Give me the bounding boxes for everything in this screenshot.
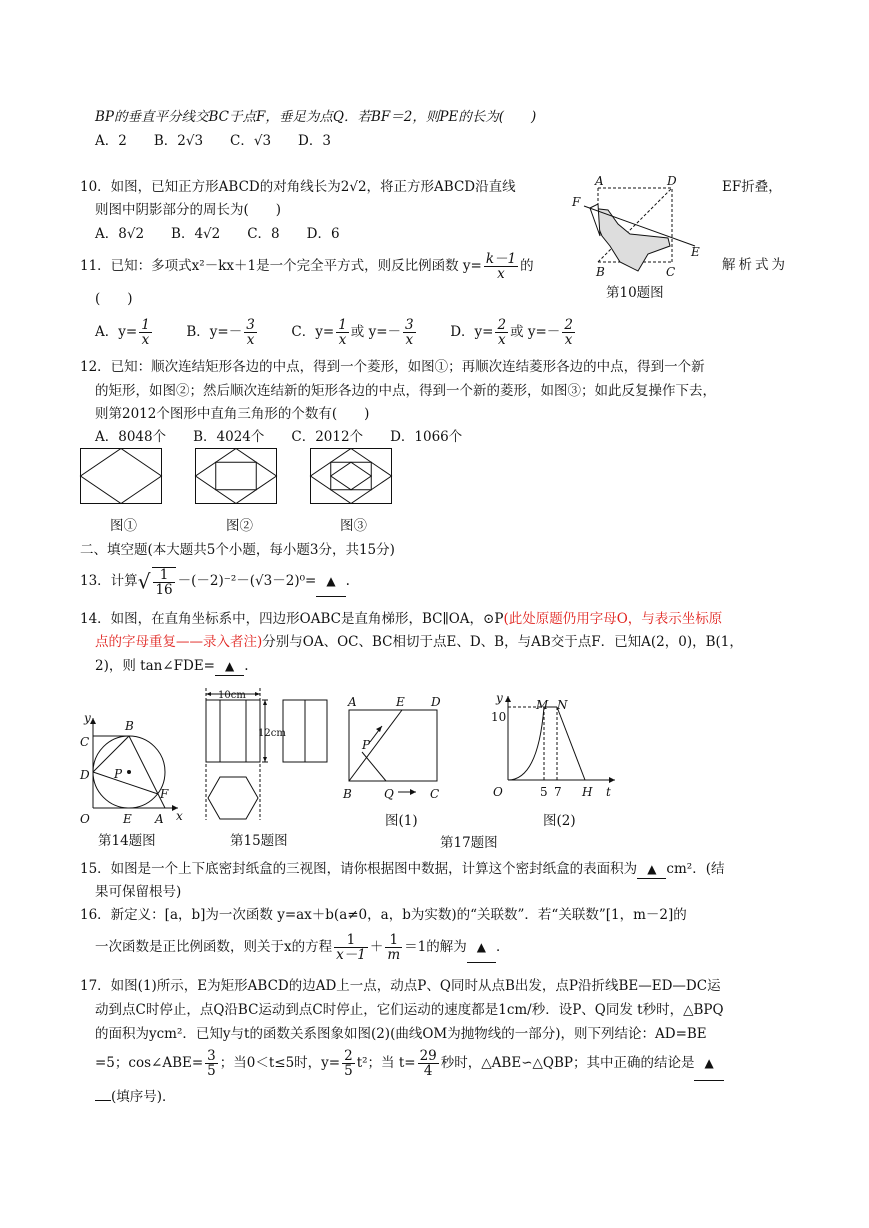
q13-rest: －(－2)⁻²－(√3－2)⁰= <box>177 573 317 589</box>
q10-line1: 10．如图，已知正方形ABCD的对角线长为2√2，将正方形ABCD沿直线 <box>80 179 516 195</box>
q17-line4 <box>95 1046 724 1081</box>
fig12-caption-3: 图③ <box>340 518 367 534</box>
q11-b-num: 3 <box>246 317 255 333</box>
fig14-label-y: y <box>84 711 91 725</box>
fig17b-label-M: M <box>536 698 549 712</box>
q15-answer-blank[interactable]: ▲ <box>637 860 666 879</box>
q14-line2 <box>95 633 743 651</box>
q11-text-end: 的 <box>520 258 534 274</box>
fig17-1-caption: 图(1) <box>385 813 418 829</box>
q11-c-den: x <box>338 332 347 348</box>
fig14-caption: 第14题图 <box>98 833 156 849</box>
fig15-caption: 第15题图 <box>230 833 288 849</box>
q12-line3: 则第2012个图形中直角三角形的个数有( ) <box>95 406 370 422</box>
fig10-caption: 第10题图 <box>606 285 664 301</box>
q11-c-or: 或 y=－ <box>350 324 402 340</box>
q11-frac-num: k－1 <box>485 251 517 267</box>
q11-d2-num: 2 <box>564 317 573 333</box>
fig12-caption-2: 图② <box>226 518 253 534</box>
q16-f1-num: 1 <box>334 933 368 948</box>
q12-options: A．8048个 B．4024个 C．2012个 D．1066个 <box>95 429 463 445</box>
fig17b-label-7: 7 <box>554 785 562 799</box>
q13-end: . <box>345 573 350 589</box>
q16-text: 一次函数是正比例函数，则关于x的方程 <box>95 939 333 955</box>
q17-text-c: t²；当 t= <box>356 1055 416 1071</box>
fig12-3 <box>310 448 392 504</box>
q15-text: 15．如图是一个上下底密封纸盒的三视图，请你根据图中数据，计算这个密封纸盒的表面积为 <box>80 861 638 877</box>
fig10-label-D: D <box>667 174 677 188</box>
fig17b-label-N: N <box>557 698 568 712</box>
fig10-label-C: C <box>666 265 676 279</box>
fig14-diagram <box>78 708 188 828</box>
fig14-label-B: B <box>125 719 134 733</box>
fig14-label-A: A <box>155 812 164 826</box>
q11-fraction <box>484 252 518 281</box>
q16-f2-num: 1 <box>385 933 402 948</box>
q14-editor-note: (此处原题仍用字母O，与表示坐标原 <box>503 611 723 627</box>
fig10-label-E: E <box>691 245 700 259</box>
q13-answer-blank[interactable]: ▲ <box>316 566 345 597</box>
fig17-2-diagram <box>490 690 620 800</box>
q14-answer-blank[interactable]: ▲ <box>215 657 244 676</box>
q11-line2: ( ) <box>95 291 133 307</box>
q11-frac-den: x <box>497 266 505 282</box>
q11-line1 <box>80 252 534 281</box>
fig14-label-F: F <box>160 787 169 801</box>
fig15-diagram <box>200 686 330 826</box>
q16-f2-den: m <box>387 947 401 963</box>
q17-text-e: (填序号)． <box>111 1089 176 1105</box>
q15-unit: cm²．(结 <box>666 861 725 877</box>
q10-options: A．8√2 B．4√2 C．8 D．6 <box>95 226 340 242</box>
fig12-caption-1: 图① <box>110 518 137 534</box>
q11-opt-c: C．y= <box>291 324 335 340</box>
q17-line1: 17．如图(1)所示，E为矩形ABCD的边AD上一点，动点P、Q同时从点B出发，点P沿折线BE—ED—DC运 <box>80 978 721 994</box>
q16-f1-den: x－1 <box>336 947 366 963</box>
fig17a-label-C: C <box>430 787 440 801</box>
fig17b-label-5: 5 <box>540 785 548 799</box>
section-2-heading: 二、填空题(本大题共5个小题，每小题3分，共15分) <box>80 542 395 558</box>
fig10-label-B: B <box>596 265 605 279</box>
q16-end: ． <box>495 939 510 955</box>
fig17b-label-t: t <box>606 785 611 799</box>
fig14-label-P: P <box>114 767 123 781</box>
q13-den: 16 <box>155 581 173 598</box>
q17-blank-cont[interactable] <box>95 1100 111 1101</box>
fig17b-label-H: H <box>582 785 593 799</box>
q17-line5 <box>95 1088 176 1106</box>
q13-num: 1 <box>153 568 174 583</box>
q16-line2 <box>95 932 509 963</box>
q11-c2-num: 3 <box>405 317 414 333</box>
q17-y-num: 2 <box>344 1048 353 1064</box>
q14-end: . <box>244 658 249 674</box>
fig12-2 <box>195 448 277 504</box>
q14-line3 <box>95 657 249 676</box>
q11-text: 11．已知：多项式x²－kx＋1是一个完全平方式，则反比例函数 y= <box>80 258 482 274</box>
fig17b-label-10: 10 <box>491 710 507 724</box>
q13-prefix: 13．计算 <box>80 573 138 589</box>
fig17a-label-B: B <box>343 787 352 801</box>
q14-text-2: 分别与OA、OC、BC相切于点E、D、B，与AB交于点F．已知A(2，0)，B(1， <box>262 634 743 650</box>
fig17a-label-P: P <box>362 738 371 752</box>
fig12-1 <box>80 448 162 504</box>
q15-line2: 果可保留根号) <box>95 884 182 900</box>
q17-y-den: 5 <box>344 1063 353 1079</box>
fig17b-label-O: O <box>493 785 503 799</box>
q17-cos-den: 5 <box>207 1063 216 1079</box>
q11-c2-den: x <box>405 332 414 348</box>
q11-a-den: x <box>141 332 150 348</box>
q17-cos-num: 3 <box>207 1048 216 1064</box>
q9-options: A．2 B．2√3 C．√3 D．3 <box>95 133 331 149</box>
q14-editor-note-2: 点的字母重复——录入者注) <box>95 634 263 650</box>
q11-opt-b: B．y=－ <box>186 324 243 340</box>
q14-line1 <box>80 610 722 628</box>
q14-text: 14．如图，在直角坐标系中，四边形OABC是直角梯形，BC∥OA，⊙P <box>80 611 504 627</box>
q11-d-num: 2 <box>497 317 507 333</box>
q17-answer-blank[interactable]: ▲ <box>694 1046 723 1081</box>
q11-b-den: x <box>246 332 255 348</box>
fig14-label-x: x <box>176 809 183 823</box>
fig17a-label-A: A <box>348 695 357 709</box>
q17-line2: 动到点C时停止，点Q沿BC运动到点C时停止，它们运动的速度都是1cm/秒．设P、Q同发 t秒时，△BPQ <box>95 1002 724 1018</box>
q15-line1 <box>80 860 724 879</box>
q11-opt-d: D．y= <box>450 324 494 340</box>
fig14-label-O: O <box>80 812 90 826</box>
fig17-caption: 第17题图 <box>440 835 498 851</box>
fig10-label-A: A <box>595 174 604 188</box>
q16-line1: 16．新定义：[a，b]为一次函数 y=ax＋b(a≠0，a，b为实数)的“关联数”．若“关联数”[1，m－2]的 <box>80 907 687 923</box>
q12-line2: 的矩形，如图②；然后顺次连结新的矩形各边的中点，得到一个新的菱形，如图③；如此反复操作下去， <box>95 383 716 399</box>
q11-d2-den: x <box>564 332 573 348</box>
q10-line1-tail: EF折叠， <box>722 179 782 195</box>
q11-a-num: 1 <box>141 317 150 333</box>
q11-c-num: 1 <box>338 317 347 333</box>
q17-t-num: 29 <box>419 1048 437 1064</box>
q11-options <box>95 318 577 347</box>
q10-line2: 则图中阴影部分的周长为( ) <box>95 202 282 218</box>
q16-text-2: ＝1的解为 <box>404 939 467 955</box>
fig14-label-D: D <box>80 768 90 782</box>
q11-opt-a: A．y= <box>95 324 138 340</box>
q14-text-3: 2)，则 tan∠FDE= <box>95 658 215 674</box>
fig17-2-caption: 图(2) <box>543 813 576 829</box>
fig17a-label-E: E <box>396 695 405 709</box>
q17-text-a: =5；cos∠ABE= <box>95 1055 204 1071</box>
fig14-label-E: E <box>123 812 132 826</box>
fig10-diagram <box>570 176 700 286</box>
q11-line1-tail: 解析式为 <box>722 257 788 273</box>
q17-line3: 的面积为ycm²．已知y与t的函数关系图象如图(2)(曲线OM为抛物线的一部分)，则下列结论：AD=BE <box>95 1026 707 1042</box>
fig17a-label-D: D <box>431 695 441 709</box>
q17-t-den: 4 <box>423 1063 433 1079</box>
q16-plus: ＋ <box>369 939 384 955</box>
q13-line: 13．计算√ $\frac{1}{16}$ －(－2)⁻²－(√3－2)⁰= ▲ . <box>80 566 350 598</box>
q17-text-d: 秒时，△ABE∽△QBP；其中正确的结论是 <box>440 1055 695 1071</box>
fig10-label-F: F <box>572 195 581 209</box>
fig17-1-diagram <box>340 696 440 806</box>
q16-answer-blank[interactable]: ▲ <box>467 932 496 963</box>
fig17b-label-y: y <box>496 691 503 705</box>
q12-line1: 12．已知：顺次连结矩形各边的中点，得到一个菱形，如图①；再顺次连结菱形各边的中点，得到一个新 <box>80 359 705 375</box>
q11-d-den: x <box>497 332 506 348</box>
q11-d-or: 或 y=－ <box>510 324 561 340</box>
fig15-height-label: 12cm <box>258 728 286 739</box>
q9-stem: BP的垂直平分线交BC于点F，垂足为点Q．若BF＝2，则PE的长为( ) <box>95 109 537 125</box>
q17-text-b: ；当0＜t≤5时，y= <box>219 1055 341 1071</box>
fig15-width-label: 10cm <box>218 690 246 701</box>
fig17a-label-Q: Q <box>384 787 394 801</box>
fig14-label-C: C <box>80 735 90 749</box>
